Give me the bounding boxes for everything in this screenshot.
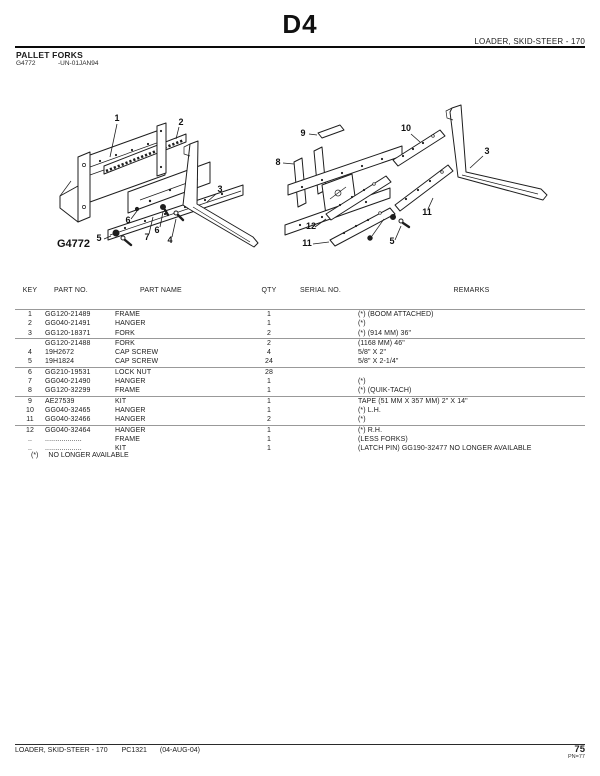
header-qty: QTY [261,287,277,294]
callout-6-a: 6 [125,215,131,225]
cell-serial_no [288,319,358,328]
header-serial-no: SERIAL NO. [300,287,342,294]
cell-key: 12 [26,426,34,434]
cell-qty: 1 [267,435,271,443]
cell-part_name: FRAME [115,311,140,318]
cell-serial_no [288,329,358,338]
cell-key: 5 [28,358,32,366]
diagram-figure-label: G4772 [57,238,91,250]
callout-3-left: 3 [217,184,223,194]
cell-remarks: 5/8" X 2" [358,349,387,357]
cell-remarks: (*) [358,416,366,424]
cell-part_no: GG120-18371 [45,329,91,337]
footer-date: (04-AUG-04) [159,747,200,754]
footer-catalog-number: PC1321 [121,747,147,754]
cell-key: 10 [26,406,34,414]
table-row [15,406,585,415]
cell-part_name: FRAME [115,435,140,443]
callout-9: 9 [300,128,306,138]
cell-qty: 1 [267,426,271,434]
cell-part_name: CAP SCREW [115,358,159,366]
cell-qty: 1 [267,397,271,405]
cell-remarks: 5/8" X 2-1/4" [358,358,399,366]
cell-key: .. [27,445,33,453]
cell-part_name: LOCK NUT [115,368,152,376]
callout-11-right: 11 [422,207,432,217]
cell-part_name: FORK [115,339,135,347]
callout-7: 7 [144,232,150,242]
table-body [15,309,585,453]
callout-10: 10 [400,123,412,133]
figure-suffix: -UN-01JAN94 [58,60,99,67]
table-row [15,309,585,319]
cell-key: 1 [28,311,32,318]
right-fork [446,105,547,200]
cell-part_name: FORK [115,329,135,337]
model-header: LOADER, SKID-STEER - 170 [474,37,585,46]
table-row [15,319,585,328]
cell-key: 7 [28,378,32,386]
cell-qty: 2 [267,339,271,347]
cell-part_no: GG040-21490 [45,378,91,386]
table-row [15,329,585,338]
table-row [15,377,585,386]
cell-serial_no [288,357,358,366]
cell-part_name: HANGER [115,378,146,386]
table-row [15,338,585,348]
cell-key: .. [27,435,33,443]
left-assembly [60,123,243,245]
cell-qty: 1 [267,320,271,328]
figure-ref: G4772 [16,60,36,67]
cell-part_no: GG120-21489 [45,311,91,318]
cell-key: 8 [28,387,32,395]
cell-remarks [358,368,585,377]
header-rule [15,46,585,48]
cell-part_no: 19H2672 [45,349,75,357]
cell-part_name: FRAME [115,387,140,395]
cell-serial_no [288,348,358,357]
cell-qty: 28 [265,368,273,376]
cell-part_name: HANGER [115,320,146,328]
pallet-forks-exploded-diagram [0,95,600,265]
callout-8: 8 [275,157,281,167]
cell-remarks: (*) L.H. [358,406,381,414]
cell-part_no: AE27539 [45,397,75,405]
page-title: PALLET FORKS [16,50,83,60]
cell-part_no: .................. [45,435,82,443]
cell-part_name: HANGER [115,406,146,414]
cell-serial_no [288,310,358,319]
header-key: KEY [22,287,38,294]
cell-serial_no [288,339,358,348]
table-row [15,357,585,366]
cell-qty: 1 [267,311,271,318]
parts-table [15,287,585,453]
table-row [15,348,585,357]
cell-key: 6 [28,368,32,376]
cell-remarks: (1168 MM) 46" [358,339,405,347]
print-reference: PN=77 [568,754,585,760]
cell-part_name: HANGER [115,426,146,434]
cell-part_name: KIT [115,445,127,453]
cell-remarks: (*) R.H. [358,426,383,434]
cell-serial_no [288,368,358,377]
cell-key: 11 [26,416,34,424]
cell-qty: 1 [267,406,271,414]
cell-remarks: (*) (QUIK-TACH) [358,387,412,395]
cell-serial_no [288,406,358,415]
callout-6-b: 6 [154,225,160,235]
cell-serial_no [288,415,358,424]
cell-serial_no [288,435,358,444]
callout-3-right: 3 [484,146,490,156]
cell-key: 3 [28,329,32,337]
cell-part_no: 19H1824 [45,358,75,366]
cell-qty: 1 [267,378,271,386]
cell-qty: 1 [267,445,271,453]
callout-11-bottom: 11 [302,238,312,248]
section-code: D4 [282,9,318,39]
cell-serial_no [288,426,358,435]
cell-serial_no [288,397,358,406]
cell-serial_no [288,386,358,395]
table-row [15,396,585,406]
table-row [15,367,585,377]
cell-key [15,339,45,348]
footnote-symbol: (*) [31,452,39,459]
cell-part_no: .................. [45,445,82,453]
cell-qty: 4 [267,349,271,357]
cell-key: 9 [28,397,32,405]
cell-part_no: GG120-32299 [45,387,91,395]
header-part-name: PART NAME [140,287,182,294]
cell-qty: 2 [267,416,271,424]
cell-part_no: GG040-32465 [45,406,91,414]
cell-part_no: GG040-32466 [45,416,91,424]
table-row [15,415,585,424]
callout-1: 1 [114,113,120,123]
header-remarks: REMARKS [453,287,490,294]
cell-part_name: CAP SCREW [115,349,159,357]
cell-part_no: GG040-32464 [45,426,91,434]
cell-key: 4 [28,349,32,357]
page-number: 75 [574,744,585,755]
table-row [15,435,585,444]
cell-qty: 1 [267,387,271,395]
cell-serial_no [288,377,358,386]
callout-12: 12 [305,221,317,231]
cell-part_no: GG120-21488 [45,339,91,347]
table-header-row [15,287,585,295]
cell-part_no: GG040-21491 [45,320,91,328]
cell-remarks: (*) [358,378,366,386]
cell-part_no: GG210-19531 [45,368,91,376]
figure-reference-line [16,60,98,67]
callout-2: 2 [178,117,184,127]
cell-remarks: (LESS FORKS) [358,435,408,443]
callout-4: 4 [167,235,173,245]
callout-5-left: 5 [96,233,102,243]
footer-left [15,747,200,754]
cell-remarks: (*) (914 MM) 36" [358,329,412,337]
table-row [15,386,585,395]
cell-serial_no [288,444,358,453]
header-part-no: PART NO. [54,287,88,294]
cell-remarks: (*) (BOOM ATTACHED) [358,311,434,318]
footer-model: LOADER, SKID-STEER - 170 [15,747,108,754]
cell-key: 2 [28,320,32,328]
cell-remarks: (LATCH PIN) GG190-32477 NO LONGER AVAILABLE [358,445,532,453]
table-footnote [31,452,129,459]
cell-part_name: KIT [115,397,127,405]
cell-qty: 2 [267,329,271,337]
cell-qty: 24 [265,358,273,366]
cell-remarks: (*) [358,320,366,328]
cell-part_name: HANGER [115,416,146,424]
table-row [15,425,585,435]
callout-5-right: 5 [389,236,395,246]
footnote-text: NO LONGER AVAILABLE [48,452,129,459]
cell-remarks: TAPE (51 MM X 357 MM) 2" X 14" [358,397,468,405]
footer-rule [15,744,585,745]
